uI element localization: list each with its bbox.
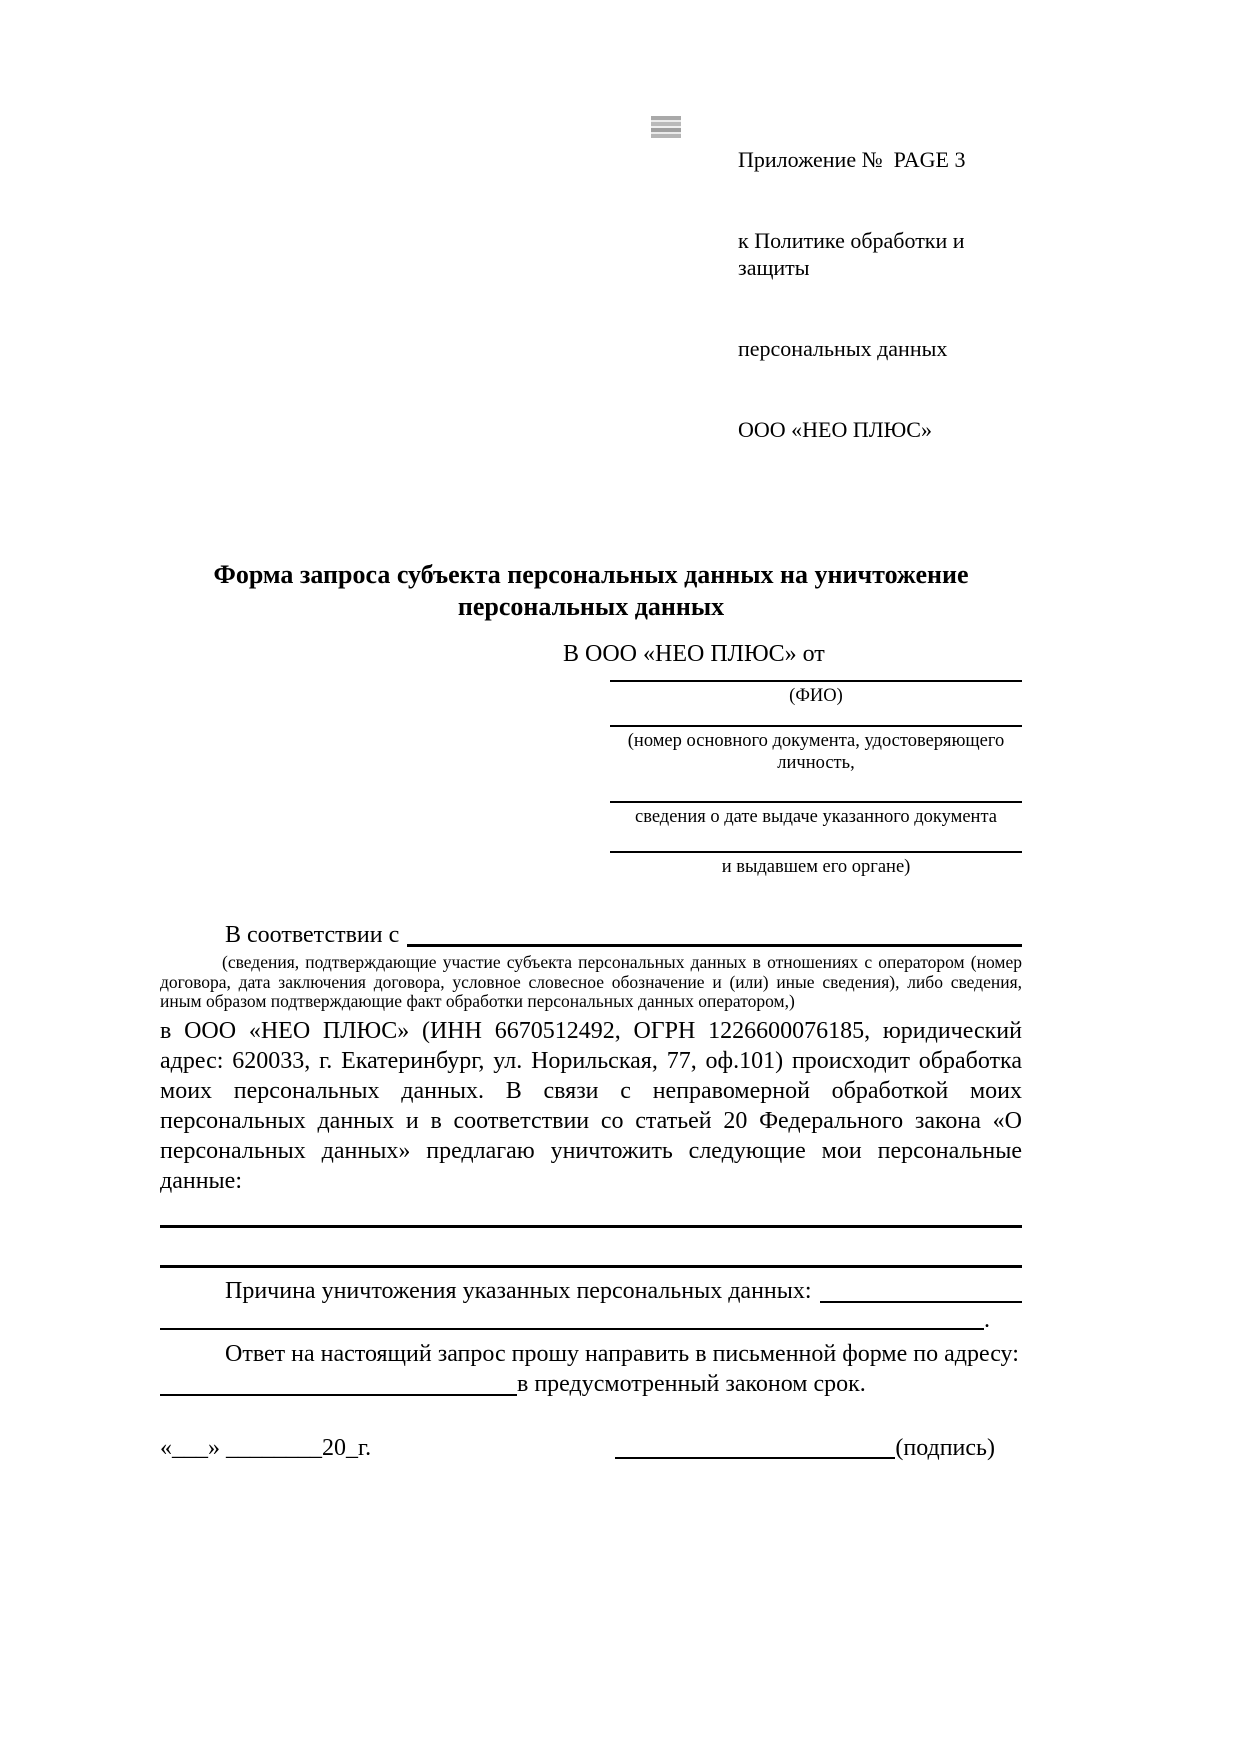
field-document-number: [610, 707, 1022, 774]
embedded-table-icon: [651, 116, 681, 138]
body-paragraph: в ООО «НЕО ПЛЮС» (ИНН 6670512492, ОГРН 1226600076185, юридический адрес: 620033, г. Екатеринбург, ул. Норильская, 77, оф.101) происходит обработка моих персональных данных. В связи с неправомерной обработкой моих персональных данных и в соответствии со статьей 20 Федерального закона «О персональных данных» предлагаю уничтожить следующие мои персональные данные:: [160, 1017, 1022, 1194]
appendix-number-line: Приложение № PAGE 3: [738, 147, 966, 172]
response-deadline-text: в предусмотренный законом срок.: [517, 1370, 866, 1397]
date-signature-row: [160, 1433, 1022, 1463]
reason-write-line: [820, 1301, 1022, 1303]
reason-continuation-line: [160, 1306, 1022, 1333]
accordance-footnote: (сведения, подтверждающие участие субъекта персональных данных в отношениях с оператором (номер договора, дата заключения договора, условное словесное обозначение и (или) иные сведения), либо сведения, иным образом подтверждающие факт обработки персональных данных оператором,): [160, 952, 1022, 1011]
response-address-line: [160, 1369, 1022, 1399]
document-number-caption: (номер основного документа, удостоверяющего личность,: [627, 731, 1005, 773]
address-write-line: [160, 1394, 517, 1396]
reason-line: [160, 1276, 1022, 1306]
personal-data-write-line-2: [160, 1228, 1022, 1268]
issuing-authority-write-line: [610, 828, 1022, 853]
issue-date-write-line: [610, 774, 1022, 803]
fio-caption: (ФИО): [789, 686, 843, 706]
appendix-header: [738, 0, 1022, 497]
document-title: Форма запроса субъекта персональных данных на уничтожение персональных данных: [213, 560, 969, 621]
issue-date-caption: сведения о дате выдаче указанного документа: [635, 807, 997, 827]
signature-write-line: [615, 1457, 895, 1459]
field-issuing-authority: [610, 828, 1022, 878]
policy-reference-line2: персональных данных: [738, 336, 948, 361]
response-paragraph: [160, 1339, 1022, 1399]
field-fio: [610, 669, 1022, 707]
reason-label: Причина уничтожения указанных персональных данных:: [225, 1277, 812, 1304]
field-issue-date: [610, 774, 1022, 828]
policy-reference-line: к Политике обработки и защиты: [738, 228, 971, 280]
signature-label: (подпись): [895, 1434, 995, 1461]
date-blank-text: «___» ________20_г.: [160, 1434, 372, 1461]
signature-group: [615, 1433, 995, 1463]
accordance-line: [160, 920, 1022, 950]
reason-write-line-2: [160, 1306, 984, 1330]
accordance-lead-text: В соответствии с: [225, 922, 400, 948]
addressee-line: В ООО «НЕО ПЛЮС» от: [563, 641, 825, 667]
accordance-write-line: [407, 944, 1022, 947]
document-number-write-line: [610, 707, 1022, 727]
fio-write-line: [610, 669, 1022, 682]
personal-data-write-line-1: [160, 1196, 1022, 1228]
issuing-authority-caption: и выдавшем его органе): [721, 857, 911, 877]
response-request-text: Ответ на настоящий запрос прошу направить в письменной форме по адресу:: [225, 1340, 1019, 1367]
company-name-line: ООО «НЕО ПЛЮС»: [738, 417, 932, 442]
sentence-period: .: [984, 1306, 990, 1333]
